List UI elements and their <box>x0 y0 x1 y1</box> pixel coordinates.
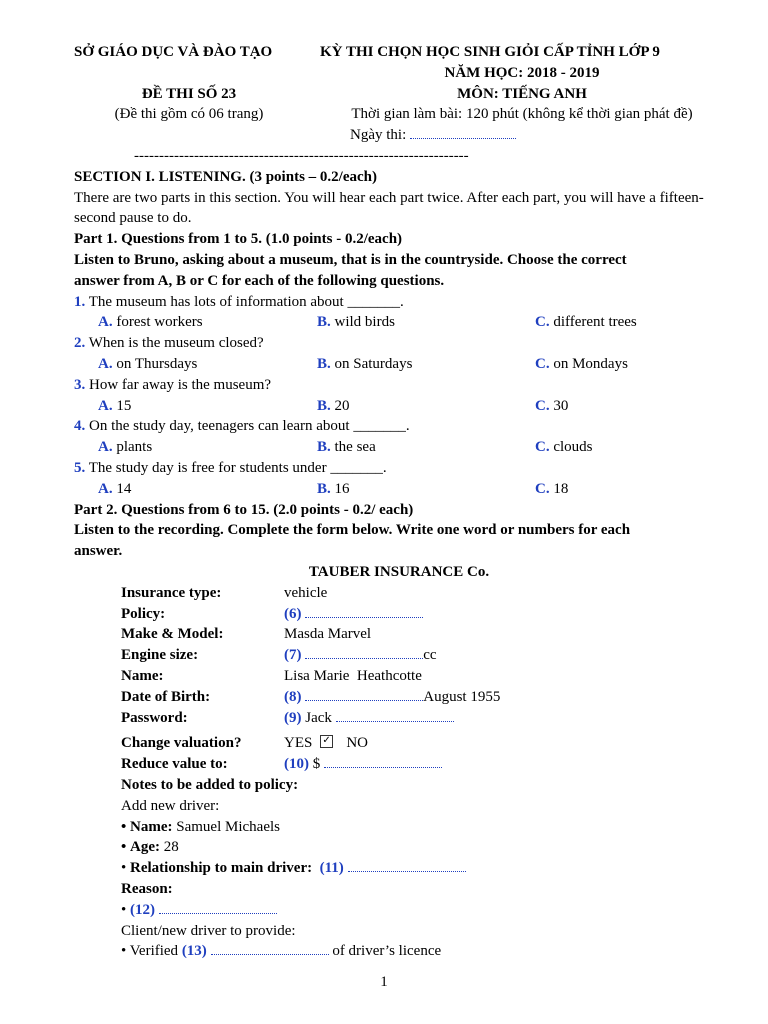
answer-blank-13[interactable] <box>211 941 329 955</box>
field-label: Insurance type: <box>121 584 222 601</box>
yes-option: YES <box>284 735 313 752</box>
option-b[interactable] <box>317 437 376 458</box>
answer-6 <box>284 604 423 625</box>
header-row-2 <box>74 63 724 84</box>
form-row-13 <box>74 941 724 962</box>
field-label: Change valuation? <box>121 735 242 752</box>
question-number: (10) <box>284 756 309 773</box>
option-text: 16 <box>334 480 350 497</box>
field-label: Engine size: <box>121 647 199 664</box>
form-row-engine <box>74 645 724 666</box>
option-label: C. <box>535 480 550 497</box>
option-c[interactable] <box>535 312 637 333</box>
option-b[interactable] <box>317 479 350 500</box>
reason-label: Reason: <box>121 881 173 898</box>
question-3 <box>74 375 724 396</box>
date-label: Ngày thi: <box>350 127 407 144</box>
school-year: NĂM HỌC: 2018 - 2019 <box>444 64 600 81</box>
exam-title: KỲ THI CHỌN HỌC SINH GIỎI CẤP TỈNH LỚP 9 <box>320 44 660 60</box>
field-label: Policy: <box>121 605 166 622</box>
header-row-4 <box>74 104 724 125</box>
field-label: Name: <box>130 818 173 835</box>
answer-blank-6[interactable] <box>305 604 423 618</box>
field-label: Age: <box>130 839 161 856</box>
licence-suffix: of driver’s licence <box>332 943 442 960</box>
question-3-options <box>74 396 724 417</box>
option-label: C. <box>535 314 550 331</box>
question-text: The study day is free for students under _______. <box>88 459 387 476</box>
notes-label: Notes to be added to policy: <box>121 777 299 794</box>
question-number: (12) <box>130 901 156 918</box>
bullet: • <box>121 839 127 856</box>
option-label: C. <box>535 355 550 372</box>
option-text: 14 <box>116 480 132 497</box>
question-text: On the study day, teenagers can learn about _______. <box>89 418 410 435</box>
field-label: Reduce value to: <box>121 756 228 773</box>
form-row-change-valuation <box>74 728 724 754</box>
currency: $ <box>312 756 321 773</box>
question-number: (13) <box>181 943 207 960</box>
question-number: (11) <box>319 860 344 877</box>
question-4 <box>74 416 724 437</box>
answer-9 <box>284 708 454 729</box>
form-title: TAUBER INSURANCE Co. <box>308 563 490 580</box>
question-text: The museum has lots of information about _______. <box>88 293 404 310</box>
form-row-client-provide <box>74 921 724 942</box>
date-blank[interactable] <box>410 125 516 139</box>
option-text: on Saturdays <box>334 355 413 372</box>
field-label: Date of Birth: <box>121 688 211 705</box>
question-2 <box>74 333 724 354</box>
question-number: 2. <box>74 335 86 352</box>
question-number: 3. <box>74 376 86 393</box>
option-label: C. <box>535 397 550 414</box>
option-a[interactable] <box>98 437 152 458</box>
answer-blank-12[interactable] <box>159 900 277 914</box>
option-c[interactable] <box>535 396 568 417</box>
field-label: Password: <box>121 709 188 726</box>
option-text: forest workers <box>116 314 203 331</box>
part2-instruction-1: Listen to the recording. Complete the form below. Write one word or numbers for each <box>74 522 631 539</box>
part2-title: Part 2. Questions from 6 to 15. (2.0 points - 0.2/ each) <box>74 501 414 518</box>
section-intro: There are two parts in this section. You will hear each part twice. After each part, you will have a fifteen-second pause to do. <box>74 189 704 227</box>
option-label: A. <box>98 314 113 331</box>
form-row-12 <box>74 900 724 921</box>
option-text: 15 <box>116 397 132 414</box>
form-row-insurance-type <box>74 583 724 604</box>
part2-instruction-2: answer. <box>74 543 123 560</box>
bullet: • <box>121 818 127 835</box>
option-a[interactable] <box>98 396 131 417</box>
option-label: B. <box>317 480 331 497</box>
question-number: (8) <box>284 688 302 705</box>
question-number: (6) <box>284 605 302 622</box>
option-text: the sea <box>334 439 376 456</box>
engine-unit: cc <box>423 647 437 664</box>
form-row-relationship <box>74 858 724 879</box>
pages-note: (Đề thi gồm có 06 trang) <box>114 106 264 123</box>
question-number: 4. <box>74 418 86 435</box>
answer-10 <box>284 754 442 775</box>
exam-number: ĐỀ THI SỐ 23 <box>141 85 237 102</box>
option-text: plants <box>116 439 153 456</box>
option-label: B. <box>317 355 331 372</box>
no-option: NO <box>346 735 369 752</box>
form-row-notes <box>74 775 724 796</box>
section-title: SECTION I. LISTENING. (3 points – 0.2/each) <box>74 168 377 185</box>
client-provide-label: Client/new driver to provide: <box>121 922 296 939</box>
question-number: (9) <box>284 709 302 726</box>
question-1-options <box>74 312 724 333</box>
header-row-1 <box>74 42 724 63</box>
field-value: 28 <box>163 839 179 856</box>
answer-blank-8[interactable] <box>305 687 423 701</box>
answer-8 <box>284 687 500 708</box>
answer-13 <box>121 941 441 962</box>
question-5-options <box>74 479 724 500</box>
field-label: Name: <box>121 667 164 684</box>
header-row-3 <box>74 84 724 105</box>
option-label: A. <box>98 397 113 414</box>
bullet: • <box>121 901 127 918</box>
divider: ------------------------------------------------------------------- <box>134 147 469 164</box>
option-label: B. <box>317 439 331 456</box>
department-title: SỞ GIÁO DỤC VÀ ĐÀO TẠO <box>74 44 273 60</box>
field-value: Samuel Michaels <box>176 818 280 835</box>
question-number: 1. <box>74 293 86 310</box>
page-number: 1 <box>380 974 388 990</box>
verified-label: Verified <box>129 943 179 960</box>
form-row-age <box>74 837 724 858</box>
time-note: Thời gian làm bài: 120 phút (không kể thời gian phát đề) <box>351 106 693 123</box>
question-5 <box>74 458 724 479</box>
field-value: Masda Marvel <box>284 626 372 643</box>
option-b[interactable] <box>317 396 350 417</box>
part1-instruction-2: answer from A, B or C for each of the following questions. <box>74 272 445 289</box>
answer-blank-10[interactable] <box>324 754 442 768</box>
option-text: different trees <box>553 314 637 331</box>
form-row-reduce <box>74 754 724 775</box>
option-c[interactable] <box>535 437 593 458</box>
option-text: 30 <box>553 397 569 414</box>
form-row-reason <box>74 879 724 900</box>
password-prefix: Jack <box>305 709 332 726</box>
add-driver-label: Add new driver: <box>121 797 220 814</box>
question-text: How far away is the museum? <box>89 376 272 393</box>
question-4-options <box>74 437 724 458</box>
answer-blank-7[interactable] <box>305 645 423 659</box>
option-label: A. <box>98 355 113 372</box>
field-label: Make & Model: <box>121 626 224 643</box>
option-text: wild birds <box>334 314 395 331</box>
option-b[interactable] <box>317 354 412 375</box>
exam-date <box>350 125 516 146</box>
option-a[interactable] <box>98 312 203 333</box>
question-number: 5. <box>74 459 86 476</box>
option-b[interactable] <box>317 312 395 333</box>
form-row-policy <box>74 604 724 625</box>
exam-page <box>74 42 724 962</box>
option-a[interactable] <box>98 479 131 500</box>
option-a[interactable] <box>98 354 197 375</box>
driver-age <box>121 837 179 858</box>
bullet: • <box>121 860 127 877</box>
form-row-password <box>74 708 724 729</box>
question-number: (7) <box>284 647 302 664</box>
answer-12 <box>121 900 277 921</box>
dob-suffix: August 1955 <box>423 688 501 705</box>
form-row-add-driver <box>74 796 724 817</box>
field-label: Relationship to main driver: <box>130 860 313 877</box>
part1-title: Part 1. Questions from 1 to 5. (1.0 points - 0.2/each) <box>74 231 403 248</box>
option-text: 20 <box>334 397 350 414</box>
bullet: • <box>121 943 127 960</box>
option-label: B. <box>317 314 331 331</box>
answer-7 <box>284 645 437 666</box>
form-row-driver-name <box>74 817 724 838</box>
option-c[interactable] <box>535 354 628 375</box>
option-text: on Thursdays <box>116 355 198 372</box>
driver-name <box>121 817 280 838</box>
field-value: Lisa Marie Heathcotte <box>284 667 422 684</box>
part1-instruction-1: Listen to Bruno, asking about a museum, that is in the countryside. Choose the correct <box>74 251 627 268</box>
option-label: C. <box>535 439 550 456</box>
answer-blank-9[interactable] <box>336 708 454 722</box>
subject: MÔN: TIẾNG ANH <box>457 85 587 102</box>
checked-checkbox-icon[interactable]: ✓ <box>320 735 333 748</box>
option-text: clouds <box>553 439 593 456</box>
option-label: A. <box>98 439 113 456</box>
option-label: B. <box>317 397 331 414</box>
field-value: vehicle <box>284 584 328 601</box>
question-1 <box>74 292 724 313</box>
option-c[interactable] <box>535 479 568 500</box>
form-row-make <box>74 624 724 645</box>
answer-11 <box>121 858 466 879</box>
form-row-dob <box>74 687 724 708</box>
question-2-options <box>74 354 724 375</box>
header-row-5 <box>74 125 724 146</box>
question-text: When is the museum closed? <box>88 335 264 352</box>
option-label: A. <box>98 480 113 497</box>
answer-blank-11[interactable] <box>348 858 466 872</box>
option-text: 18 <box>553 480 569 497</box>
form-row-name <box>74 666 724 687</box>
header-divider-row <box>74 146 724 167</box>
option-text: on Mondays <box>553 355 628 372</box>
